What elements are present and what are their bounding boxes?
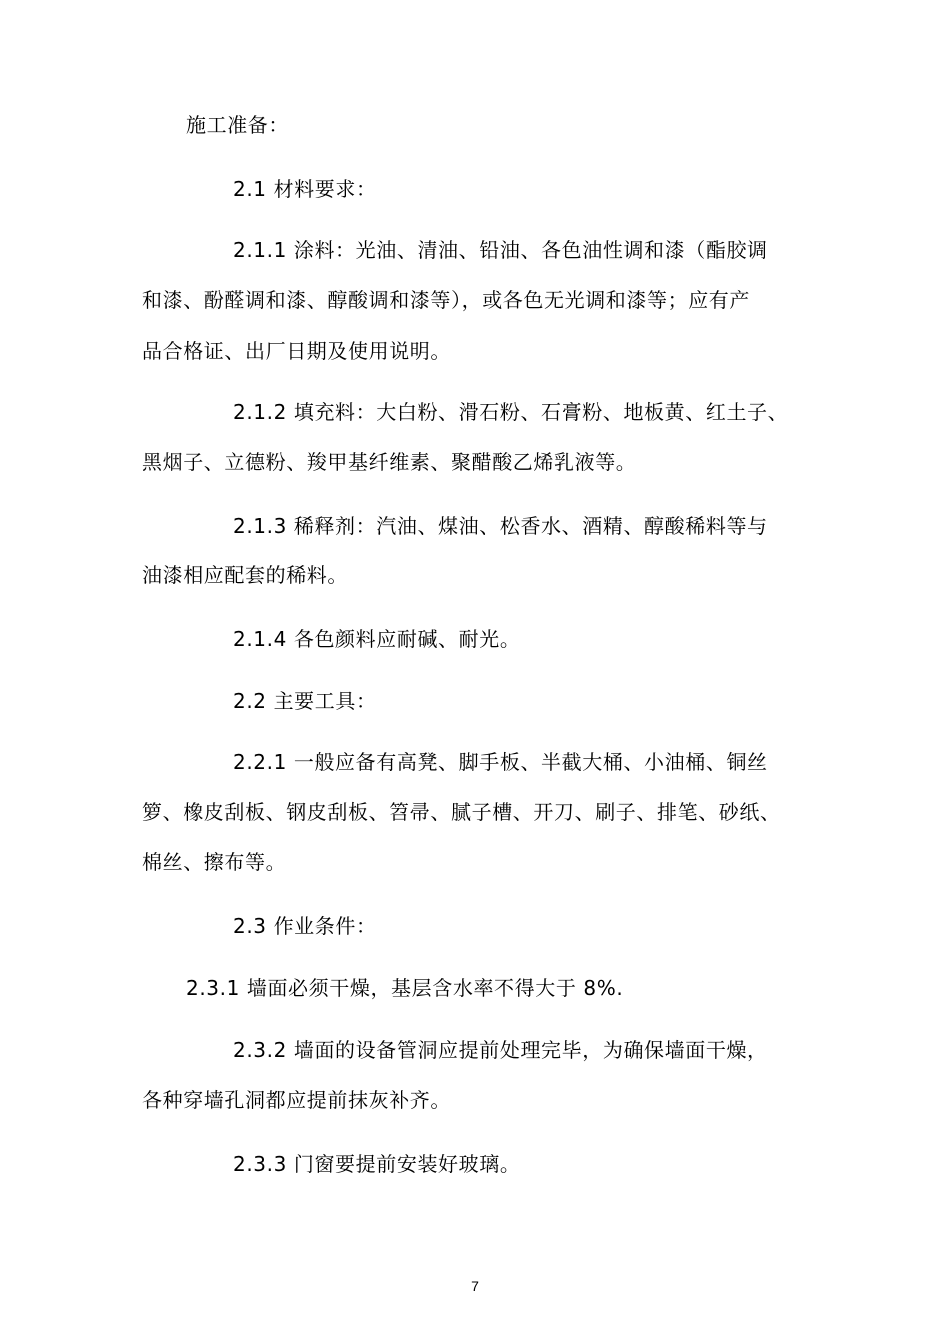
paragraph-2-1-2-line-2: 黑烟子、立德粉、羧甲基纤维素、聚醋酸乙烯乳液等。 bbox=[142, 450, 637, 474]
paragraph-2-3-2-line-1: 2.3.2 墙面的设备管洞应提前处理完毕，为确保墙面干燥， bbox=[233, 1038, 768, 1062]
paragraph-2-2-1-line-2: 箩、橡皮刮板、钢皮刮板、笤帚、腻子槽、开刀、刷子、排笔、砂纸、 bbox=[142, 800, 781, 824]
paragraph-2-2-1-line-1: 2.2.1 一般应备有高凳、脚手板、半截大桶、小油桶、铜丝 bbox=[233, 750, 768, 774]
heading-2-2-main-tools: 2.2 主要工具： bbox=[233, 689, 377, 713]
heading-2-1-material-requirements: 2.1 材料要求： bbox=[233, 177, 377, 201]
paragraph-2-3-1: 2.3.1 墙面必须干燥，基层含水率不得大于 8%. bbox=[186, 976, 624, 1000]
paragraph-2-2-1-line-3: 棉丝、擦布等。 bbox=[142, 850, 287, 874]
paragraph-2-1-4: 2.1.4 各色颜料应耐碱、耐光。 bbox=[233, 627, 521, 651]
paragraph-2-3-3: 2.3.3 门窗要提前安装好玻璃。 bbox=[233, 1152, 521, 1176]
page-number: 7 bbox=[471, 1278, 479, 1294]
paragraph-2-3-2-line-2: 各种穿墙孔洞都应提前抹灰补齐。 bbox=[142, 1088, 451, 1112]
paragraph-2-1-1-line-3: 品合格证、出厂日期及使用说明。 bbox=[142, 339, 451, 363]
paragraph-2-1-3-line-1: 2.1.3 稀释剂：汽油、煤油、松香水、酒精、醇酸稀料等与 bbox=[233, 514, 768, 538]
section-heading-construction-prep: 施工准备： bbox=[186, 113, 289, 137]
paragraph-2-1-1-line-2: 和漆、酚醛调和漆、醇酸调和漆等），或各色无光调和漆等；应有产 bbox=[142, 288, 750, 312]
paragraph-2-1-1-line-1: 2.1.1 涂料：光油、清油、铅油、各色油性调和漆（酯胶调 bbox=[233, 238, 768, 262]
heading-2-3-working-conditions: 2.3 作业条件： bbox=[233, 914, 377, 938]
paragraph-2-1-3-line-2: 油漆相应配套的稀料。 bbox=[142, 563, 348, 587]
paragraph-2-1-2-line-1: 2.1.2 填充料：大白粉、滑石粉、石膏粉、地板黄、红土子、 bbox=[233, 400, 789, 424]
